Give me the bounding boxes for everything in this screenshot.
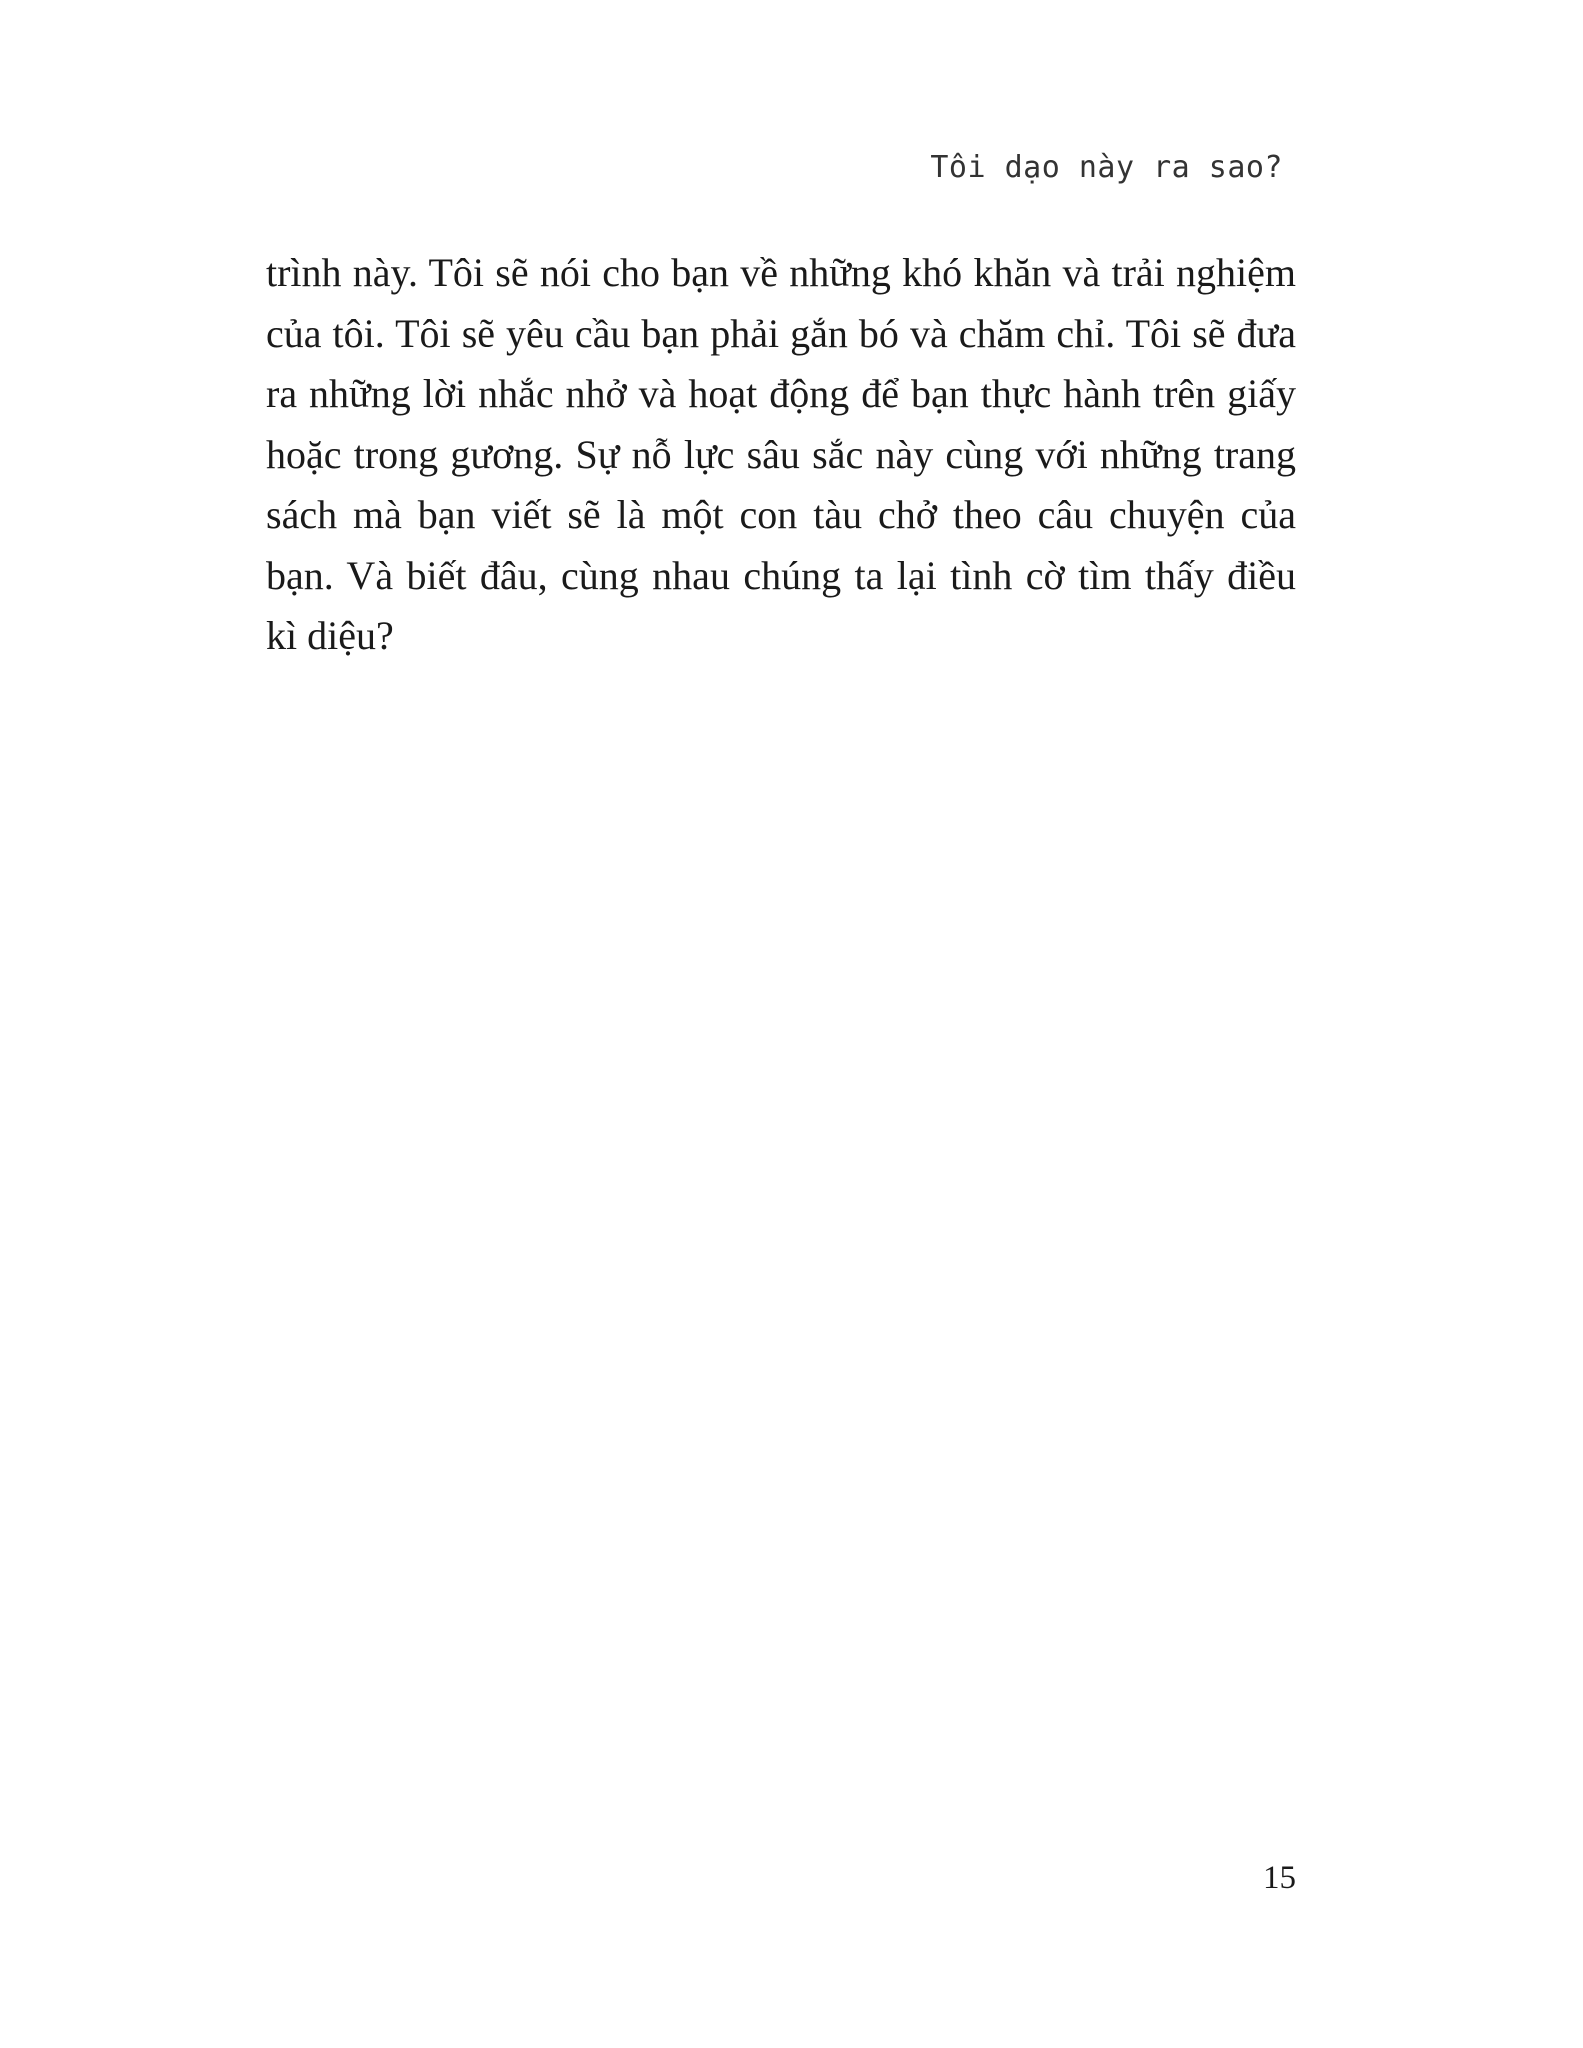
text-line: của tôi. Tôi sẽ yêu cầu bạn phải gắn bó và chăm chỉ. Tôi sẽ đưa bbox=[266, 310, 1296, 356]
text-line: bạn. Và biết đâu, cùng nhau chúng ta lại tình cờ tìm thấy điều bbox=[266, 552, 1296, 598]
text-line: kì diệu? bbox=[266, 613, 394, 658]
text-line: hoặc trong gương. Sự nỗ lực sâu sắc này cùng với những trang bbox=[266, 431, 1296, 477]
page-number: 15 bbox=[1263, 1860, 1296, 1896]
running-header: Tôi dạo này ra sao? bbox=[930, 150, 1283, 185]
text-line: trình này. Tôi sẽ nói cho bạn về những khó khăn và trải nghiệm bbox=[266, 250, 1296, 295]
text-line: ra những lời nhắc nhở và hoạt động để bạn thực hành trên giấy bbox=[266, 371, 1296, 416]
text-line: sách mà bạn viết sẽ là một con tàu chở theo câu chuyện của bbox=[266, 492, 1296, 537]
body-paragraph bbox=[266, 243, 1296, 667]
